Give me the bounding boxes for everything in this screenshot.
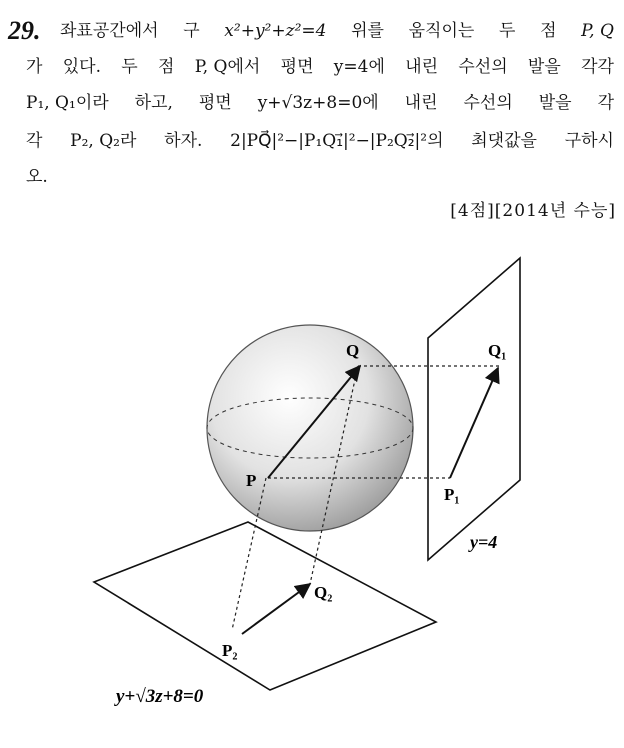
plane-y4 [428, 258, 520, 560]
word: 구하시 [564, 131, 614, 151]
word: 평면 [280, 57, 314, 77]
math-expression: x²+y²+z²=4 [224, 21, 327, 41]
word: 위를 [351, 21, 384, 41]
problem-line-2 [26, 50, 614, 84]
word: 발을 [527, 57, 561, 77]
math-expression: y+√3z+8=0에 [257, 93, 379, 113]
label-p2: P₂ [222, 641, 238, 660]
word: 좌표공간에서 [60, 21, 159, 41]
word: 평면 [198, 93, 232, 113]
geometry-figure [0, 230, 624, 748]
word: 움직이는 [408, 21, 475, 41]
math-expression: P, Q [581, 21, 614, 41]
word: 있다. [62, 57, 101, 77]
word: P, Q에서 [194, 57, 261, 77]
word: P₁, Q₁이라 [26, 93, 109, 113]
word: 수선의 [458, 57, 508, 77]
word: 두 [498, 21, 516, 41]
word: 내린 [405, 57, 439, 77]
problem-line-5 [26, 160, 48, 194]
vector-p1q1 [450, 368, 498, 478]
label-p: P [246, 471, 257, 490]
word: 각각 [581, 57, 614, 77]
problem-line-1 [60, 14, 614, 48]
word: 내린 [404, 93, 438, 113]
question-number: 29. [8, 16, 41, 45]
word: 하자. [164, 131, 203, 151]
problem-line-4 [26, 124, 614, 158]
label-q2: Q₂ [314, 583, 333, 602]
word: 각 [597, 93, 614, 113]
vector-p2q2 [242, 584, 310, 634]
word: 최댓값을 [471, 131, 537, 151]
word: 오. [26, 167, 48, 187]
word: 각 [26, 131, 43, 151]
math-expression: 2|PQ⃗|²−|P₁Q₁⃗|²−|P₂Q₂⃗|²의 [230, 131, 444, 151]
label-p1: P₁ [444, 485, 460, 504]
word: P₂, Q₂라 [70, 131, 137, 151]
word: 하고, [134, 93, 173, 113]
label-plane-y4: y=4 [470, 532, 498, 552]
label-plane-lower: y+√3z+8=0 [116, 686, 204, 707]
word: 가 [26, 57, 43, 77]
math-expression: y=4에 [333, 57, 385, 77]
word: 수선의 [463, 93, 513, 113]
problem-line-3 [26, 86, 614, 120]
label-q1: Q₁ [488, 341, 507, 360]
word: 점 [540, 21, 557, 41]
word: 점 [158, 57, 175, 77]
word: 구 [183, 21, 200, 41]
source-label: [4점][2014년 수능] [450, 201, 616, 221]
label-q: Q [346, 341, 360, 360]
word: 두 [121, 57, 138, 77]
plane-lower [94, 522, 436, 690]
word: 발을 [538, 93, 572, 113]
